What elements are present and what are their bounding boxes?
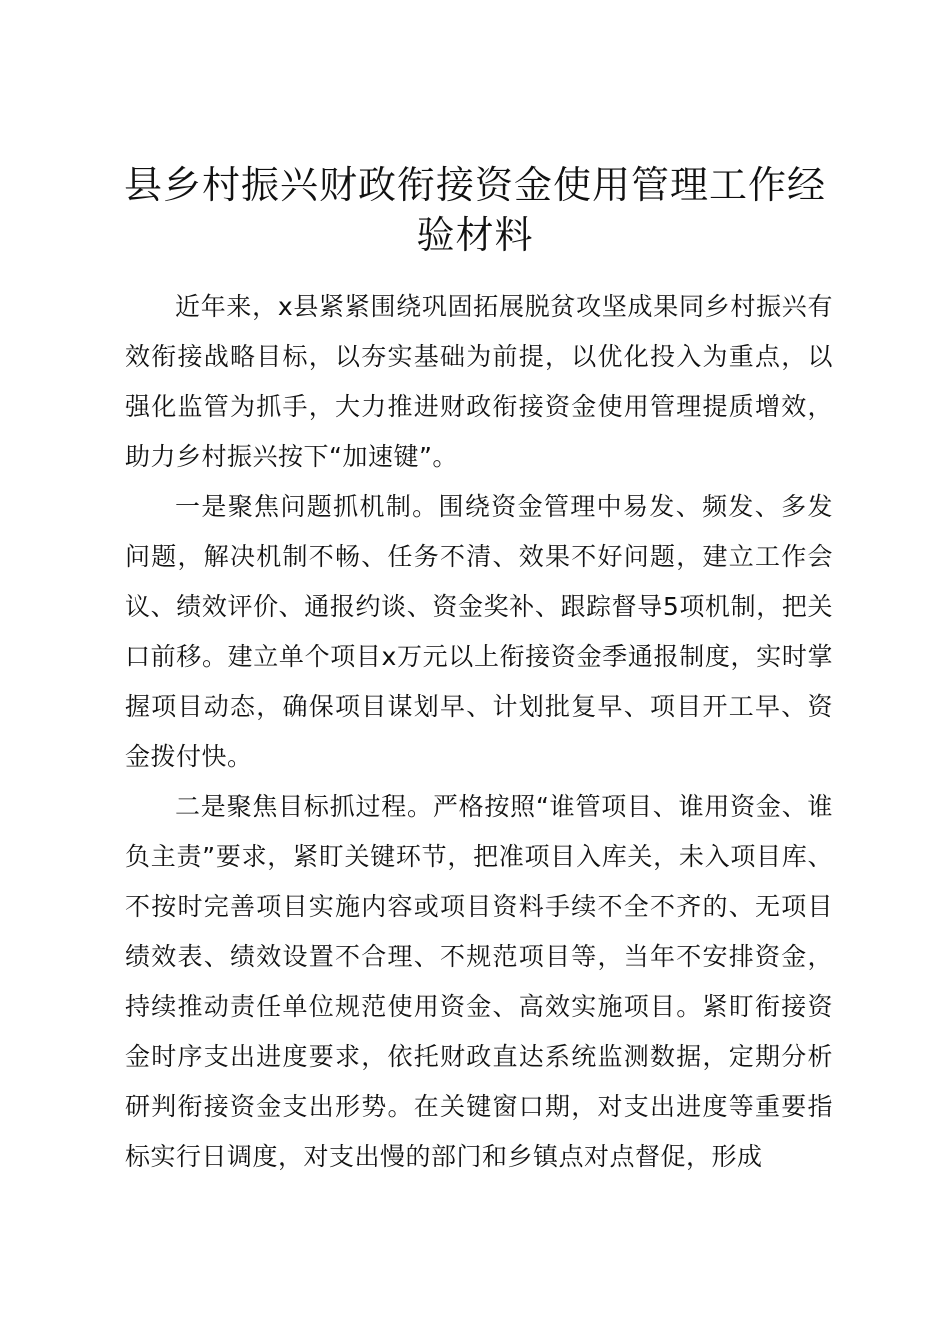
paragraph-intro: 近年来，x县紧紧围绕巩固拓展脱贫攻坚成果同乡村振兴有效衔接战略目标，以夯实基础为前提，以优化投入为重点，以强化监管为抓手，大力推进财政衔接资金使用管理提质增效，助力乡村振兴按下“加速键”。 — [125, 292, 833, 471]
paragraph-mechanism: 一是聚焦问题抓机制。围绕资金管理中易发、频发、多发问题，解决机制不畅、任务不清、效果不好问题，建立工作会议、绩效评价、通报约谈、资金奖补、跟踪督导5项机制，把关口前移。建立单个项目x万元以上衔接资金季通报制度，实时掌握项目动态，确保项目谋划早、计划批复早、项目开工早、资金拨付快。 — [125, 492, 833, 771]
paragraph-process: 二是聚焦目标抓过程。严格按照“谁管项目、谁用资金、谁负主责”要求，紧盯关键环节，把准项目入库关，未入项目库、不按时完善项目实施内容或项目资料手续不全不齐的、无项目绩效表、绩效设置不合理、不规范项目等，当年不安排资金，持续推动责任单位规范使用资金、高效实施项目。紧盯衔接资金时序支出进度要求，依托财政直达系统监测数据，定期分析研判衔接资金支出形势。在关键窗口期，对支出进度等重要指标实行日调度，对支出慢的部门和乡镇点对点督促，形成 — [125, 792, 833, 1171]
document-title: 县乡村振兴财政衔接资金使用管理工作经验材料 — [123, 163, 826, 257]
document-body — [125, 282, 833, 1182]
